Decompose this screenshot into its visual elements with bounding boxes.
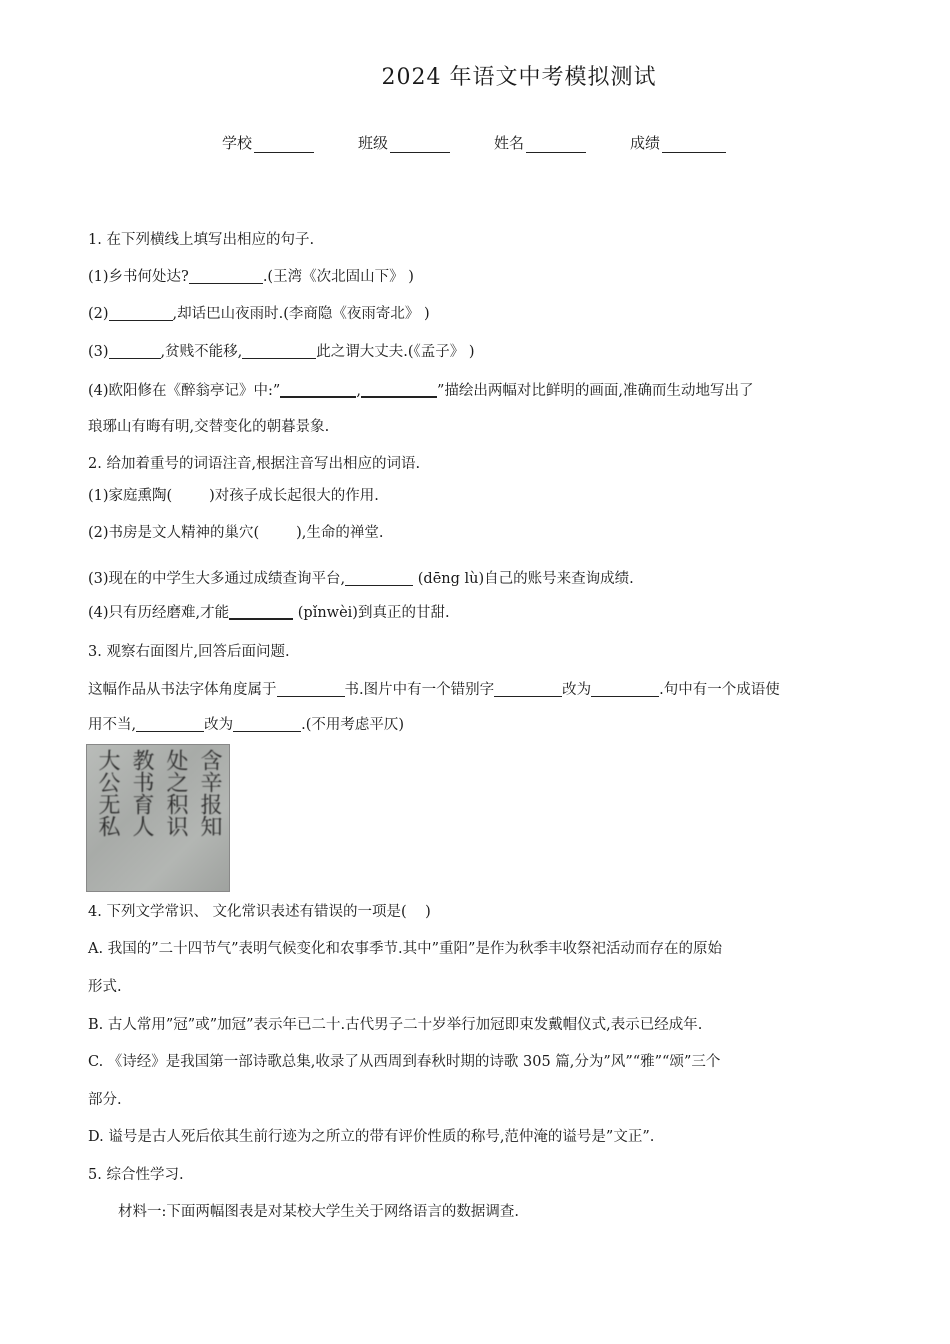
q3-line-2-text-b: 改为 [204,717,234,733]
calligraphy-col: 教书育人 [129,749,154,837]
q1-item-1-text-a: (1)乡书何处达? [88,269,189,285]
answer-blank[interactable] [109,342,161,359]
q1-item-4-text-b: , [356,383,361,399]
class-field [358,130,450,153]
q3-stem: 3. 观察右面图片,回答后面问题. [88,644,290,660]
answer-blank[interactable] [280,380,356,398]
answer-blank[interactable] [361,380,437,398]
score-label: 成绩 [630,134,661,152]
q1-item-4-cont: 琅琊山有晦有明,交替变化的朝暮景象. [88,419,330,435]
answer-blank[interactable] [494,680,562,697]
q4-option-a-cont: 形式. [88,979,122,995]
student-info-row [222,130,770,153]
q2-item-3-text-a: (3)现在的中学生大多通过成绩查询平台, [88,571,346,587]
calligraphy-col: 处之积识 [163,749,188,837]
answer-blank[interactable] [345,569,413,586]
q2-item-4 [88,601,450,622]
q2-stem: 2. 给加着重号的词语注音,根据注音写出相应的词语. [88,456,421,472]
answer-blank[interactable] [109,304,173,321]
q4-option-d: D. 谥号是古人死后依其生前行迹为之所立的带有评价性质的称号,范仲淹的谥号是”文正”. [88,1129,655,1145]
q2-item-3 [88,567,634,588]
q1-item-3-text-c: 此之谓大丈夫.(《孟子》 ) [316,344,475,360]
answer-blank[interactable] [242,342,316,359]
answer-blank[interactable] [233,715,301,732]
q2-item-3-text-b: (dēng lù)自己的账号来查询成绩. [417,571,634,587]
answer-blank[interactable] [229,602,293,620]
q1-item-3-text-a: (3) [88,344,109,360]
name-field [494,130,586,153]
page-title: 2024 年语文中考模拟测试 [381,65,657,90]
calligraphy-col: 含辛报知 [197,749,222,837]
school-blank[interactable] [254,130,314,153]
q1-item-4-text-a: (4)欧阳修在《醉翁亭记》中:” [88,383,281,399]
score-field [630,130,726,153]
q2-item-2: (2)书房是文人精神的巢穴( ),生命的禅堂. [88,525,384,541]
q3-line-1-text-c: 改为 [562,682,592,698]
q4-option-c: C. 《诗经》是我国第一部诗歌总集,收录了从西周到春秋时期的诗歌 305 篇,分为”风”“雅”“颂”三个 [88,1054,721,1070]
name-label: 姓名 [494,134,525,152]
q4-option-a: A. 我国的”二十四节气”表明气候变化和农事季节.其中”重阳”是作为秋季丰收祭祀活动而存在的原始 [88,941,722,957]
q1-item-2-text-b: ,却话巴山夜雨时.(李商隐《夜雨寄北》 ) [172,306,430,322]
answer-blank[interactable] [277,680,345,697]
q1-item-1 [88,265,414,286]
name-blank[interactable] [526,130,586,153]
q4-option-c-cont: 部分. [88,1092,122,1108]
q1-stem: 1. 在下列横线上填写出相应的句子. [88,232,315,248]
q3-line-1 [88,678,780,699]
q5-stem: 5. 综合性学习. [88,1167,184,1183]
calligraphy-image [86,744,230,892]
q2-item-1: (1)家庭熏陶( )对孩子成长起很大的作用. [88,488,379,504]
q5-material: 材料一:下面两幅图表是对某校大学生关于网络语言的数据调查. [118,1204,519,1220]
calligraphy-col: 大公无私 [95,749,120,837]
school-field [222,130,314,153]
q2-item-4-text-a: (4)只有历经磨难,才能 [88,605,230,621]
answer-blank[interactable] [591,680,659,697]
q1-item-2-text-a: (2) [88,306,109,322]
answer-blank[interactable] [189,267,263,284]
q1-item-2 [88,302,430,323]
q2-item-4-text-b: (pǐnwèi)到真正的甘甜. [297,605,450,621]
q4-stem: 4. 下列文学常识、 文化常识表述有错误的一项是( ) [88,904,431,920]
q3-line-1-text-a: 这幅作品从书法字体角度属于 [88,682,277,698]
q3-line-2-text-c: .(不用考虑平仄) [301,717,405,733]
class-label: 班级 [358,134,389,152]
class-blank[interactable] [390,130,450,153]
q1-item-3-text-b: ,贫贱不能移, [160,344,243,360]
score-blank[interactable] [662,130,726,153]
answer-blank[interactable] [136,715,204,732]
q4-option-b: B. 古人常用”冠”或”加冠”表示年已二十.古代男子二十岁举行加冠即束发戴帽仪式,表示已经成年. [88,1017,703,1033]
q1-item-3 [88,340,475,361]
school-label: 学校 [222,134,253,152]
q3-line-2-text-a: 用不当, [88,717,137,733]
q1-item-1-text-b: .(王湾《次北固山下》 ) [262,269,414,285]
q1-item-4-text-c: ”描绘出两幅对比鲜明的画面,准确而生动地写出了 [436,383,754,399]
q3-line-2 [88,713,404,734]
q3-line-1-text-d: .句中有一个成语使 [659,682,780,698]
q3-line-1-text-b: 书.图片中有一个错别字 [344,682,495,698]
q1-item-4 [88,379,753,400]
